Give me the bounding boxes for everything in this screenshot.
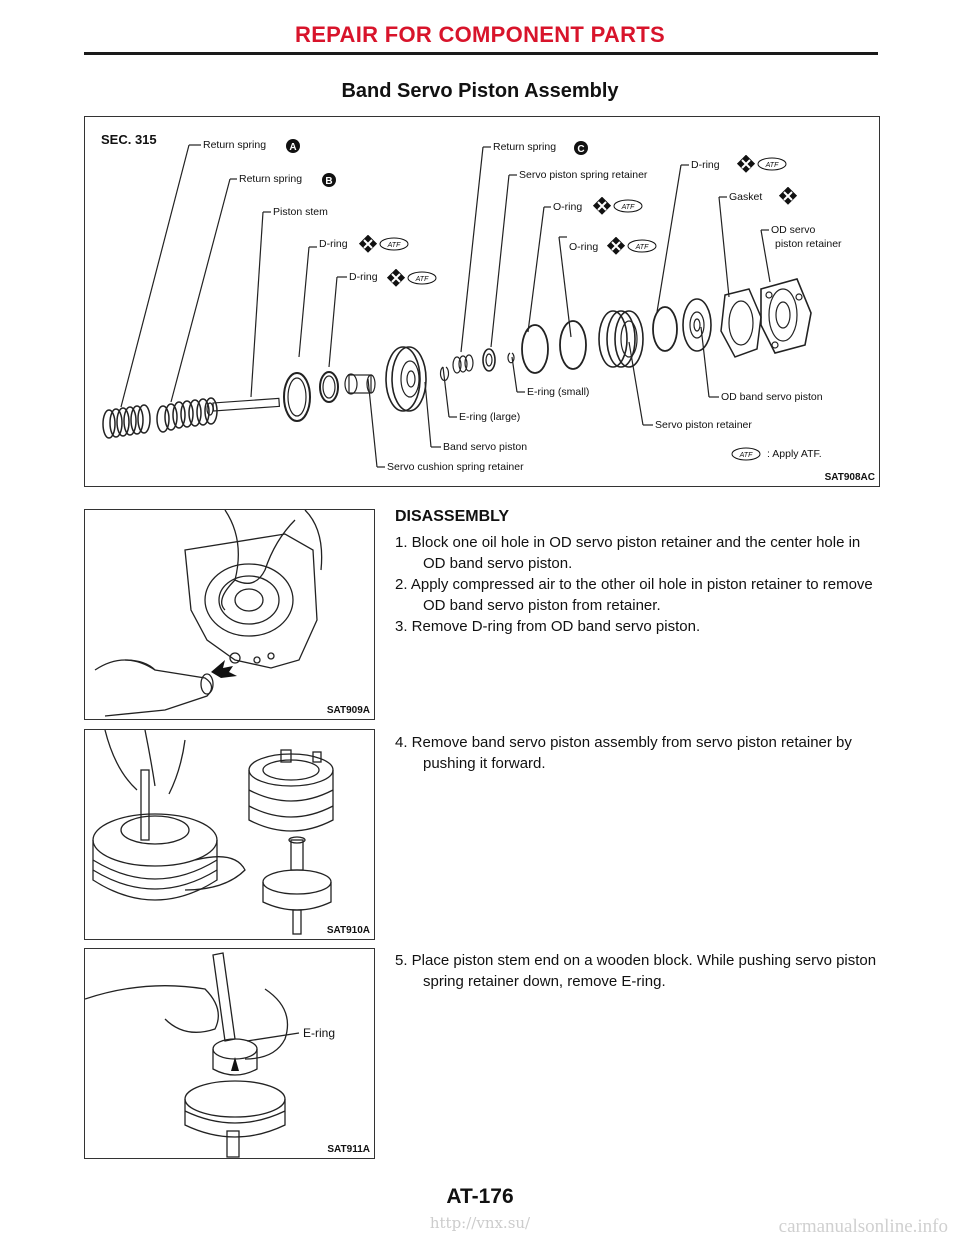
watermark: carmanualsonline.info (778, 1216, 948, 1237)
label-piston-stem: Piston stem (273, 206, 328, 218)
atf-text: ATF (387, 242, 401, 249)
steps-5 (395, 950, 885, 992)
step-5: 5. Place piston stem end on a wooden block. While pushing servo piston spring retainer down, remove E-ring. (395, 952, 877, 990)
page-number: AT-176 (446, 1185, 514, 1208)
exploded-drawing (85, 117, 879, 486)
label-return-spring-b: Return spring (239, 173, 303, 185)
label-d-ring-1: D-ring (319, 238, 348, 250)
steps-1-3 (395, 532, 885, 637)
label-e-ring-small: E-ring (small) (527, 386, 590, 398)
atf-text: ATF (739, 452, 753, 459)
figure-sat909a (84, 509, 375, 720)
label-d-ring-3: D-ring (691, 159, 720, 171)
label-e-ring-large: E-ring (large) (459, 411, 521, 423)
figure-sat910a-drawing (85, 730, 374, 939)
label-gasket: Gasket (729, 191, 763, 203)
label-servo-cushion-spring-retainer: Servo cushion spring retainer (387, 461, 524, 473)
figure-sat909a-drawing (85, 510, 374, 719)
atf-text: ATF (765, 162, 779, 169)
label-d-ring-2: D-ring (349, 271, 378, 283)
atf-text: ATF (415, 276, 429, 283)
label-o-ring-1: O-ring (553, 201, 583, 213)
label-band-servo-piston: Band servo piston (443, 441, 528, 453)
label-o-ring-2: O-ring (569, 241, 599, 253)
figure-code: SAT908AC (824, 472, 875, 483)
label-return-spring-c: Return spring (493, 141, 557, 153)
footer-url[interactable]: http://vnx.su/ (429, 1214, 531, 1232)
figure-code: SAT911A (327, 1144, 370, 1155)
step-4: 4. Remove band servo piston assembly from servo piston retainer by pushing it forward. (395, 734, 852, 772)
figure-code: SAT910A (326, 925, 370, 936)
label-apply-atf: : Apply ATF. (767, 448, 822, 460)
atf-text: ATF (635, 244, 649, 251)
step-2: 2. Apply compressed air to the other oil hole in piston retainer to remove OD band servo piston from retainer. (395, 576, 873, 614)
section-heading: DISASSEMBLY (395, 508, 510, 525)
figure-code: SAT909A (326, 705, 370, 716)
marker-a-text: A (289, 142, 297, 153)
figure-sat911a (84, 948, 375, 1159)
figure-sat911a-drawing (85, 949, 374, 1158)
label-servo-piston-retainer: Servo piston retainer (655, 419, 752, 431)
label-od-band-servo-piston: OD band servo piston (721, 391, 823, 403)
figure-sat910a (84, 729, 375, 940)
section-header: REPAIR FOR COMPONENT PARTS (295, 22, 665, 47)
label-e-ring: E-ring (303, 1026, 336, 1040)
page-title: Band Servo Piston Assembly (341, 80, 619, 102)
marker-b-text: B (325, 176, 333, 187)
label-od-servo: OD servo (771, 224, 816, 236)
steps-4 (395, 732, 885, 774)
step-3: 3. Remove D-ring from OD band servo piston. (395, 618, 701, 635)
header-rule (84, 52, 878, 55)
marker-c-text: C (577, 144, 585, 155)
exploded-diagram (84, 116, 880, 487)
step-1: 1. Block one oil hole in OD servo piston retainer and the center hole in OD band servo piston. (395, 534, 861, 572)
section-code: SEC. 315 (101, 132, 157, 147)
label-servo-piston-spring-retainer: Servo piston spring retainer (519, 169, 648, 181)
label-return-spring-a: Return spring (203, 139, 267, 151)
label-od-servo-piston-retainer: piston retainer (775, 238, 842, 250)
atf-text: ATF (621, 204, 635, 211)
